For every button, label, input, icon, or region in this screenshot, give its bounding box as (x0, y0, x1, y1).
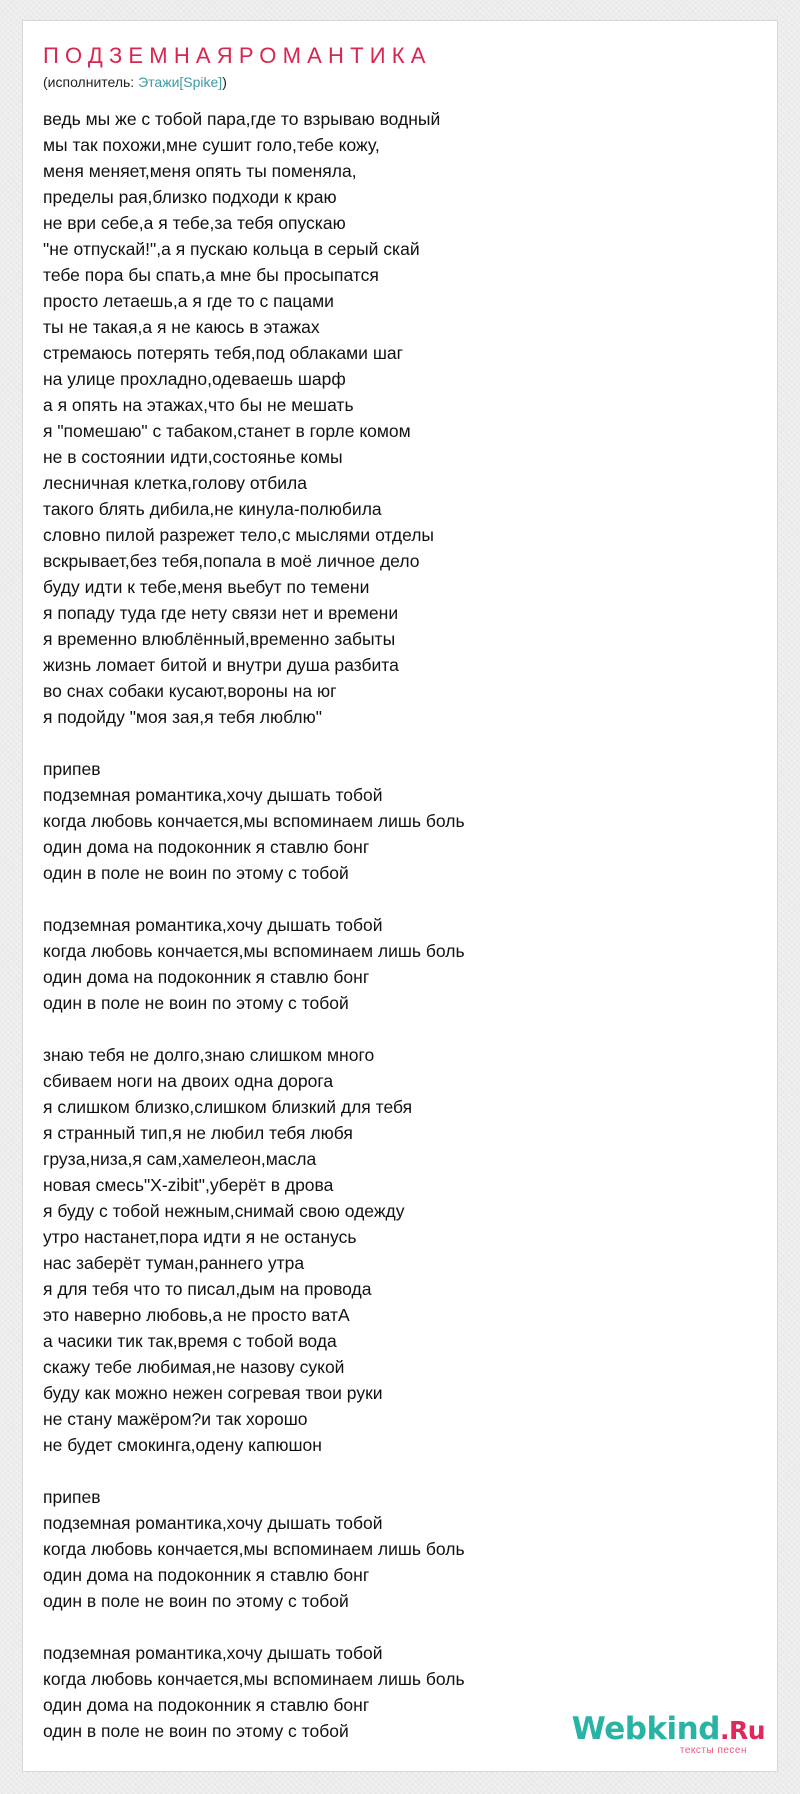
lyric-line: не будет смокинга,одену капюшон (43, 1435, 322, 1455)
lyric-line: я временно влюблённый,временно забыты (43, 629, 396, 649)
lyric-line: вскрывает,без тебя,попала в моё личное дело (43, 551, 420, 571)
lyric-line: знаю тебя не долго,знаю слишком много (43, 1045, 375, 1065)
lyric-line: когда любовь кончается,мы вспоминаем лишь боль (43, 941, 465, 961)
song-title: ПОДЗЕМНАЯРОМАНТИКА (43, 43, 432, 68)
lyric-line: новая смесь"X-zibit",уберёт в дрова (43, 1175, 334, 1195)
lyric-line: буду как можно нежен согревая твои руки (43, 1383, 383, 1403)
lyric-line: один дома на подоконник я ставлю бонг (43, 837, 370, 857)
stanza-break (43, 1458, 743, 1484)
stanza-break (43, 1016, 743, 1042)
lyric-line: словно пилой разрежет тело,с мыслями отделы (43, 525, 435, 545)
artist-link[interactable]: Этажи[Spike] (138, 74, 223, 90)
lyric-line: "не отпускай!",а я пускаю кольца в серый скай (43, 239, 420, 259)
lyric-line: подземная романтика,хочу дышать тобой (43, 1513, 383, 1533)
lyric-line: нас заберёт туман,раннего утра (43, 1253, 305, 1273)
lyric-line: ведь мы же с тобой пара,где то взрываю водный (43, 109, 441, 129)
lyric-line: я слишком близко,слишком близкий для тебя (43, 1097, 413, 1117)
lyric-line: лесничная клетка,голову отбила (43, 473, 307, 493)
lyric-line: я странный тип,я не любил тебя любя (43, 1123, 353, 1143)
lyric-line: а я опять на этажах,что бы не мешать (43, 395, 354, 415)
lyric-line: на улице прохладно,одеваешь шарф (43, 369, 346, 389)
lyrics-body (43, 106, 743, 1744)
lyric-line: один дома на подоконник я ставлю бонг (43, 1695, 370, 1715)
lyric-line: не ври себе,а я тебе,за тебя опускаю (43, 213, 346, 233)
lyric-line: стремаюсь потерять тебя,под облаками шаг (43, 343, 403, 363)
lyric-line: меня меняет,меня опять ты поменяла, (43, 161, 357, 181)
lyric-line: не стану мажёром?и так хорошо (43, 1409, 308, 1429)
lyric-line: такого блять дибила,не кинула-полюбила (43, 499, 382, 519)
lyric-line: ты не такая,а я не каюсь в этажах (43, 317, 320, 337)
lyric-line: просто летаешь,а я где то с пацами (43, 291, 334, 311)
lyric-line: груза,низа,я сам,хамелеон,масла (43, 1149, 317, 1169)
lyric-line: когда любовь кончается,мы вспоминаем лишь боль (43, 811, 465, 831)
lyric-line: скажу тебе любимая,не назову сукой (43, 1357, 345, 1377)
lyric-line: я подойду "моя зая,я тебя люблю" (43, 707, 322, 727)
lyric-line: припев (43, 759, 101, 779)
lyric-line: подземная романтика,хочу дышать тобой (43, 1643, 383, 1663)
lyric-line: один в поле не воин по этому с тобой (43, 863, 349, 883)
lyric-line: подземная романтика,хочу дышать тобой (43, 915, 383, 935)
lyric-line: пределы рая,близко подходи к краю (43, 187, 337, 207)
lyric-line: один в поле не воин по этому с тобой (43, 993, 349, 1013)
site-logo[interactable] (571, 1711, 765, 1759)
lyric-line: когда любовь кончается,мы вспоминаем лишь боль (43, 1539, 465, 1559)
logo-tld: .Ru (719, 1716, 765, 1745)
logo-name: Webkind (571, 1711, 720, 1747)
lyric-line: я буду с тобой нежным,снимай свою одежду (43, 1201, 405, 1221)
artist-line (43, 73, 227, 91)
lyric-line: утро настанет,пора идти я не останусь (43, 1227, 357, 1247)
lyric-line: это наверно любовь,а не просто ватА (43, 1305, 350, 1325)
stanza-break (43, 730, 743, 756)
lyric-line: я "помешаю" с табаком,станет в горле комом (43, 421, 411, 441)
lyric-line: подземная романтика,хочу дышать тобой (43, 785, 383, 805)
stanza-break (43, 1614, 743, 1640)
logo-tagline: тексты песен (679, 1745, 747, 1756)
lyric-line: жизнь ломает битой и внутри душа разбита (43, 655, 399, 675)
lyric-line: во снах собаки кусают,вороны на юг (43, 681, 337, 701)
lyric-line: я попаду туда где нету связи нет и времени (43, 603, 399, 623)
lyric-line: сбиваем ноги на двоих одна дорога (43, 1071, 334, 1091)
logo-wordmark (572, 1711, 765, 1749)
lyric-line: я для тебя что то писал,дым на провода (43, 1279, 372, 1299)
artist-suffix: ) (222, 74, 227, 90)
artist-prefix: (исполнитель: (43, 74, 139, 90)
lyrics-card (22, 20, 778, 1772)
lyric-line: мы так похожи,мне сушит голо,тебе кожу, (43, 135, 380, 155)
lyric-line: припев (43, 1487, 101, 1507)
lyric-line: один дома на подоконник я ставлю бонг (43, 1565, 370, 1585)
lyric-line: а часики тик так,время с тобой вода (43, 1331, 337, 1351)
lyric-line: не в состоянии идти,состоянье комы (43, 447, 343, 467)
lyric-line: один в поле не воин по этому с тобой (43, 1591, 349, 1611)
lyric-line: один в поле не воин по этому с тобой (43, 1721, 349, 1741)
lyric-line: один дома на подоконник я ставлю бонг (43, 967, 370, 987)
lyric-line: буду идти к тебе,меня вьебут по темени (43, 577, 370, 597)
lyric-line: когда любовь кончается,мы вспоминаем лишь боль (43, 1669, 465, 1689)
lyric-line: тебе пора бы спать,а мне бы просыпатся (43, 265, 379, 285)
stanza-break (43, 886, 743, 912)
